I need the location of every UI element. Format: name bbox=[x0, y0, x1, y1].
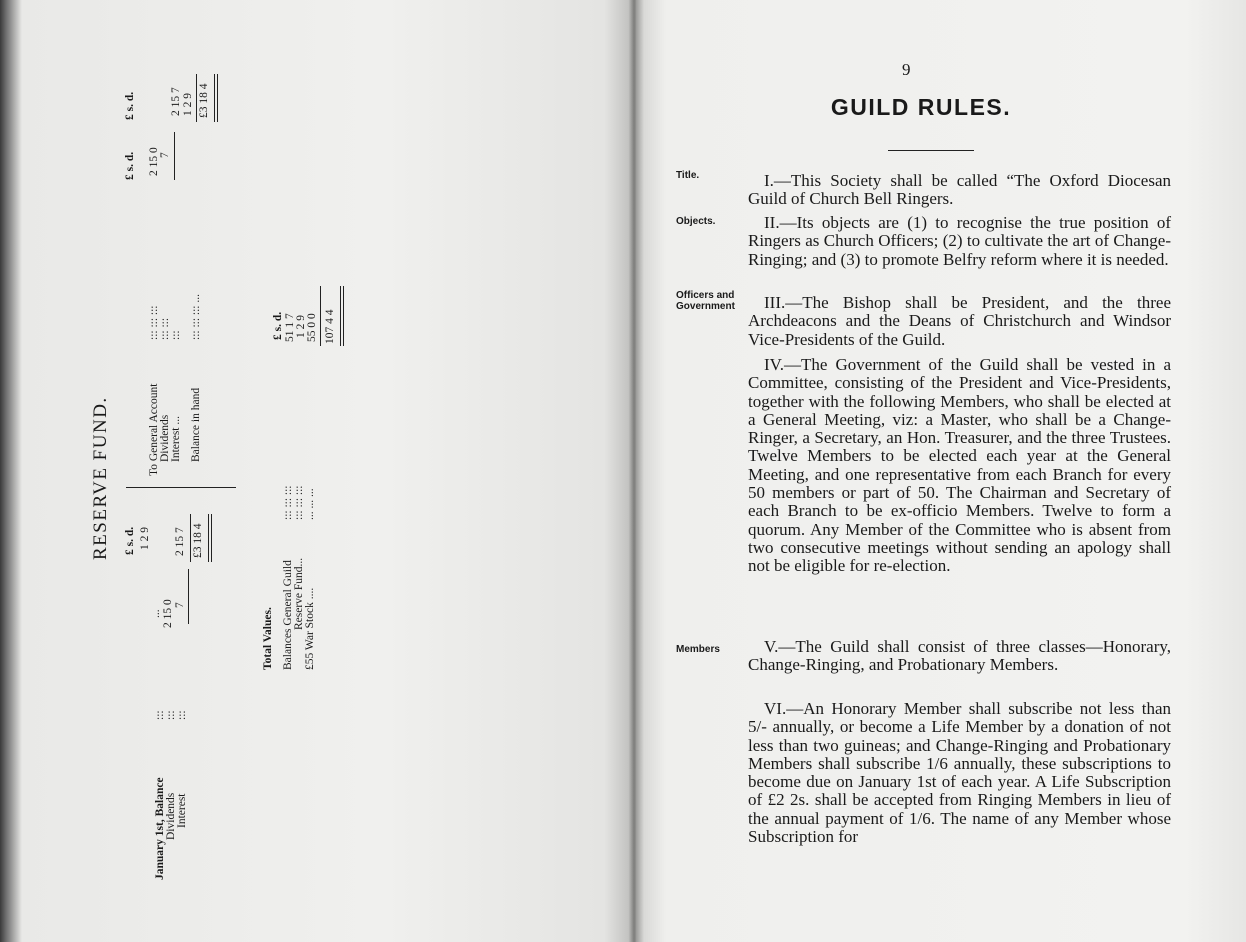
receipts-row-amount: 1 2 9 bbox=[139, 527, 151, 550]
rule-text: VI.—An Honorary Member shall subscribe not less than 5/- annually, or become a Life Member by a donation of not less than two guineas; and Change-Ringing and Probationary Members shall subscribe 1/6 annually, these subscriptions to become due on January 1st of each year. A Life Subscription of £2 2s. shall be accepted from Ringing Members in lieu of the annual payment of 1/6. The name of any Member whose Subscription for bbox=[748, 699, 1171, 847]
payments-row-label: Dividends bbox=[159, 414, 171, 462]
total-values-total: 107 4 4 bbox=[324, 309, 336, 344]
receipts-row-inner: 2 15 0 bbox=[162, 599, 174, 628]
margin-label-officers: Officers and Government bbox=[676, 290, 735, 312]
page-number: 9 bbox=[902, 60, 911, 79]
receipts-row-dots: ::: bbox=[176, 710, 188, 720]
payments-row-label: Balance in hand bbox=[190, 387, 202, 462]
receipts-row-label: Interest bbox=[176, 793, 188, 828]
rule-text: III.—The Bishop shall be President, and the three Archdeacons and the Deans of Christchurch and Windsor Vice-Presidents of the Guild. bbox=[748, 293, 1171, 349]
rule-text: V.—The Guild shall consist of three classes—Honorary, Change-Ringing, and Probationary Members. bbox=[748, 637, 1171, 675]
margin-label-objects: Objects. bbox=[676, 216, 716, 227]
payments-row-label: Interest ... bbox=[170, 416, 182, 462]
rule-text: IV.—The Government of the Guild shall be vested in a Committee, consisting of the President and Vice-Presidents, together with the following Members, who shall be elected at a General Meeting, viz: a Master, who shall be a Change-Ringer, a Secretary, an Hon. Treasurer, and the three Trustees. Twelve Members to be elected each year at the General Meeting, and one representative from each Branch for every 50 members or part of 50. The Chairman and Secretary of each Branch to be ex-officio Members. Twelve to form a quorum. Any Member of the Committee who is absent from two consecutive meetings without sending an apology shall not be eligible for re-election. bbox=[748, 355, 1171, 576]
receipts-subtotal: 2 15 7 bbox=[174, 527, 186, 556]
total-values-heading: Total Values. bbox=[262, 607, 274, 670]
page-title: GUILD RULES. bbox=[830, 94, 1012, 120]
total-values-row-amount: 55 0 0 bbox=[306, 313, 318, 342]
total-values-row-amount: 1 2 9 bbox=[295, 315, 307, 338]
reserve-fund-account bbox=[90, 60, 470, 880]
rule-text: I.—This Society shall be called “The Oxford Diocesan Guild of Church Bell Ringers. bbox=[748, 171, 1171, 209]
receipts-row-dots: ::: bbox=[165, 710, 177, 720]
account-divider bbox=[126, 487, 236, 488]
right-page bbox=[636, 0, 1246, 942]
total-values-money-header: £ s. d. bbox=[272, 311, 284, 340]
receipts-total-rule bbox=[190, 514, 191, 562]
total-values-row-dots: ::: ::: ::: bbox=[293, 485, 305, 520]
total-values-row-label: £55 War Stock .... bbox=[304, 587, 316, 670]
rule-vi bbox=[748, 700, 1171, 846]
payments-row-dots: ::: bbox=[170, 330, 182, 340]
payments-row-dots: ::: ::: ::: bbox=[148, 305, 160, 340]
reserve-fund-title: RESERVE FUND. bbox=[90, 396, 111, 560]
receipts-total-double-rule bbox=[208, 514, 212, 562]
payments-row-dots: ::: ::: bbox=[159, 317, 171, 340]
total-values-row-label: Reserve Fund... bbox=[293, 557, 305, 630]
margin-label-members: Members bbox=[676, 644, 720, 655]
payments-money-header-2: £ s. d. bbox=[124, 91, 136, 120]
payments-row-label: To General Account bbox=[148, 383, 160, 476]
total-values-row-dots: ... ... ... bbox=[304, 488, 316, 520]
rule-iii bbox=[748, 294, 1171, 349]
payments-row-inner: 2 15 0 bbox=[148, 147, 160, 176]
margin-label-title: Title. bbox=[676, 170, 700, 181]
total-values-row-amount: 51 1 7 bbox=[284, 313, 296, 342]
receipts-row-label: Dividends bbox=[165, 792, 177, 840]
payments-row-amount: 2 15 7 bbox=[170, 87, 182, 116]
total-values-row-dots: ::: ::: ::: bbox=[282, 485, 294, 520]
rule-v bbox=[748, 638, 1171, 675]
receipts-row-label: January 1st, Balance bbox=[154, 777, 166, 880]
rule-i bbox=[748, 172, 1171, 209]
payments-row-amount: 1 2 9 bbox=[182, 93, 194, 116]
payments-total-double-rule bbox=[214, 74, 218, 122]
receipts-row-inner: ... bbox=[150, 609, 162, 618]
payments-total-rule bbox=[196, 74, 197, 122]
total-values-row-label: Balances General Guild bbox=[282, 560, 294, 670]
total-values-rule bbox=[320, 286, 321, 346]
payments-row-inner: 7 bbox=[159, 152, 171, 158]
receipts-row-dots: ::: bbox=[154, 710, 166, 720]
receipts-subtotal-rule bbox=[188, 569, 189, 624]
receipts-money-header: £ s. d. bbox=[124, 526, 136, 555]
rule-ii bbox=[748, 214, 1171, 269]
title-rule bbox=[888, 150, 974, 151]
receipts-row-inner: 7 bbox=[174, 602, 186, 608]
payments-total: £3 18 4 bbox=[198, 83, 210, 118]
total-values-double-rule bbox=[340, 286, 344, 346]
payments-money-header-1: £ s. d. bbox=[124, 151, 136, 180]
payments-subtotal-rule bbox=[174, 132, 175, 180]
payments-row-dots: ::: ::: ::: ... bbox=[190, 293, 202, 340]
rule-text: II.—Its objects are (1) to recognise the true position of Ringers as Church Officers; (2) to cultivate the art of Change-Ringing; and (3) to promote Belfry reform where it is needed. bbox=[748, 213, 1171, 269]
receipts-total: £3 18 4 bbox=[192, 523, 204, 558]
rule-iv bbox=[748, 356, 1171, 576]
